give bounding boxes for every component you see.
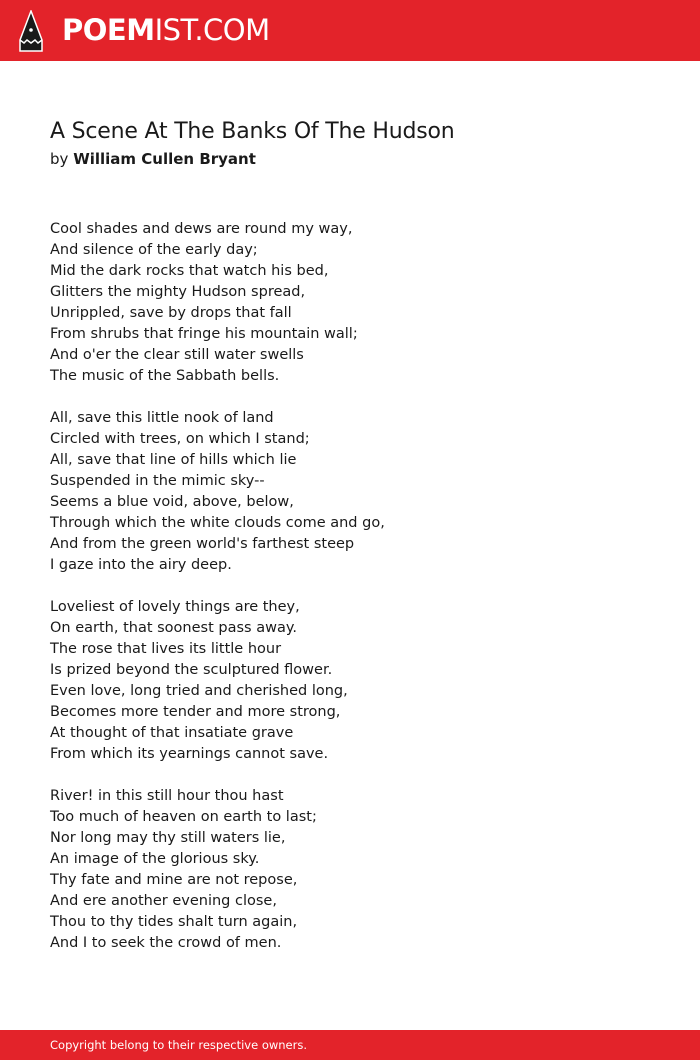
poem-line: Thou to thy tides shalt turn again, — [50, 914, 298, 930]
copyright-notice: Copyright belong to their respective owners. — [50, 1038, 308, 1052]
poem-line: The rose that lives its little hour — [50, 641, 282, 657]
poem-line: Cool shades and dews are round my way, — [50, 221, 353, 237]
poem-body — [50, 219, 650, 975]
poem-line: Even love, long tried and cherished long, — [50, 683, 348, 699]
stanza — [50, 219, 650, 387]
poem-line: I gaze into the airy deep. — [50, 557, 232, 573]
stanza — [50, 408, 650, 576]
poem-line: Thy fate and mine are not repose, — [50, 872, 298, 888]
logo-text-light: IST.COM — [154, 13, 270, 47]
poem-line: And ere another evening close, — [50, 893, 277, 909]
pen-nib-icon — [18, 10, 44, 52]
by-label: by — [50, 150, 69, 168]
poem-line: Loveliest of lovely things are they, — [50, 599, 300, 615]
poem-line: From which its yearnings cannot save. — [50, 746, 329, 762]
poem-line: Is prized beyond the sculptured flower. — [50, 662, 333, 678]
poem-line: Suspended in the mimic sky-- — [50, 473, 265, 489]
poem-line: Through which the white clouds come and go, — [50, 515, 385, 531]
author-name: William Cullen Bryant — [73, 150, 256, 168]
stanza — [50, 786, 650, 954]
poem-line: Unrippled, save by drops that fall — [50, 305, 292, 321]
site-footer — [0, 1030, 700, 1060]
poem-line: At thought of that insatiate grave — [50, 725, 294, 741]
poem-line: And o'er the clear still water swells — [50, 347, 304, 363]
poem-line: Mid the dark rocks that watch his bed, — [50, 263, 329, 279]
poem-title: A Scene At The Banks Of The Hudson — [50, 119, 455, 144]
site-logo[interactable] — [62, 12, 270, 48]
site-header — [0, 0, 700, 61]
poem-line: Seems a blue void, above, below, — [50, 494, 294, 510]
poem-line: And I to seek the crowd of men. — [50, 935, 282, 951]
poem-line: All, save that line of hills which lie — [50, 452, 297, 468]
poem-line: And from the green world's farthest steep — [50, 536, 355, 552]
poem-line: On earth, that soonest pass away. — [50, 620, 297, 636]
poem-line: Becomes more tender and more strong, — [50, 704, 341, 720]
poem-line: Too much of heaven on earth to last; — [50, 809, 317, 825]
poem-line: All, save this little nook of land — [50, 410, 274, 426]
logo-text-bold: POEM — [62, 13, 155, 47]
poem-line: The music of the Sabbath bells. — [50, 368, 280, 384]
stanza — [50, 597, 650, 765]
poem-line: Glitters the mighty Hudson spread, — [50, 284, 306, 300]
poem-line: From shrubs that fringe his mountain wall; — [50, 326, 358, 342]
byline — [50, 149, 256, 169]
poem-line: And silence of the early day; — [50, 242, 258, 258]
poem-line: An image of the glorious sky. — [50, 851, 260, 867]
poem-line: River! in this still hour thou hast — [50, 788, 284, 804]
poem-line: Circled with trees, on which I stand; — [50, 431, 310, 447]
poem-line: Nor long may thy still waters lie, — [50, 830, 286, 846]
